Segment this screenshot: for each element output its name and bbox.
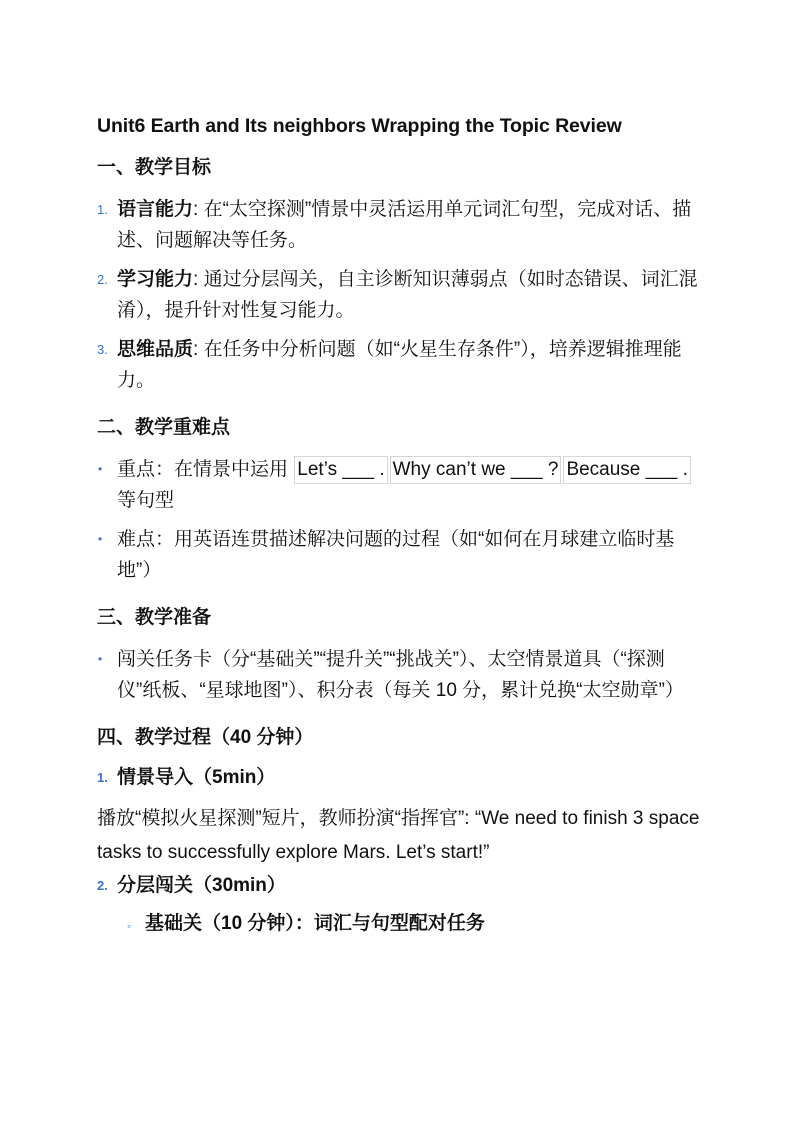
process-step-title: 分层闯关（30min）: [117, 875, 286, 896]
list-number-marker: 3.: [97, 342, 108, 357]
objective-text: : 在任务中分析问题（如“火星生存条件”），培养逻辑推理能力。: [117, 339, 682, 391]
process-step-heading: [97, 764, 709, 792]
list-number-marker: 1.: [97, 770, 108, 785]
key-point-item: [97, 454, 709, 516]
key-point-suffix: 等句型: [117, 490, 175, 511]
process-sub-list: [97, 910, 709, 938]
objectives-list: [97, 194, 709, 396]
preparation-text: 闯关任务卡（分“基础关”“提升关”“挑战关”）、太空情景道具（“探测仪”纸板、“星球地图”）、积分表（每关 10 分，累计兑换“太空勋章”）: [117, 649, 684, 701]
key-point-item: [97, 524, 709, 586]
preparation-list: [97, 644, 709, 706]
process-sub-item-text: 基础关（10 分钟）：词汇与句型配对任务: [145, 913, 485, 934]
objective-label: 语言能力: [117, 199, 194, 220]
document-title: Unit6 Earth and Its neighbors Wrapping the Topic Review: [97, 115, 622, 137]
objective-item: [97, 334, 709, 396]
sentence-pattern-lets: Let’s ___ .: [294, 456, 387, 484]
process-step-body: 播放“模拟火星探测”短片，教师扮演“指挥官”: “We need to finish 3 space tasks to successfully explore Mars. Let’s start!”: [97, 808, 700, 863]
bullet-icon: •: [98, 652, 103, 666]
process-step-heading: [97, 872, 709, 900]
sentence-pattern-why-cant-we: Why can’t we ___ ?: [390, 456, 562, 484]
objective-text: : 通过分层闯关，自主诊断知识薄弱点（如时态错误、词汇混淆），提升针对性复习能力。: [117, 269, 698, 321]
section-heading-objectives: 一、教学目标: [97, 157, 212, 178]
objective-item: [97, 194, 709, 256]
objective-label: 学习能力: [117, 269, 194, 290]
key-points-list: [97, 454, 709, 586]
objective-item: [97, 264, 709, 326]
objective-label: 思维品质: [117, 339, 194, 360]
key-point-text: 难点：用英语连贯描述解决问题的过程（如“如何在月球建立临时基地”）: [117, 529, 675, 581]
list-number-marker: 1.: [97, 202, 108, 217]
bullet-icon: •: [98, 462, 103, 476]
list-number-marker: 2.: [97, 272, 108, 287]
bullet-icon: •: [98, 532, 103, 546]
section-heading-key-points: 二、教学重难点: [97, 417, 231, 438]
section-heading-preparation: 三、教学准备: [97, 607, 212, 628]
hollow-bullet-icon: ◦: [127, 919, 132, 933]
list-number-marker: 2.: [97, 878, 108, 893]
objective-text: : 在“太空探测”情景中灵活运用单元词汇句型，完成对话、描述、问题解决等任务。: [117, 199, 692, 251]
preparation-item: [97, 644, 709, 706]
process-sub-item: [125, 910, 709, 938]
document-page: [97, 112, 709, 938]
key-point-prefix: 重点：在情景中运用: [117, 459, 289, 480]
section-heading-process: 四、教学过程（40 分钟）: [97, 727, 314, 748]
sentence-pattern-because: Because ___ .: [563, 456, 690, 484]
process-step-title: 情景导入（5min）: [117, 767, 276, 788]
